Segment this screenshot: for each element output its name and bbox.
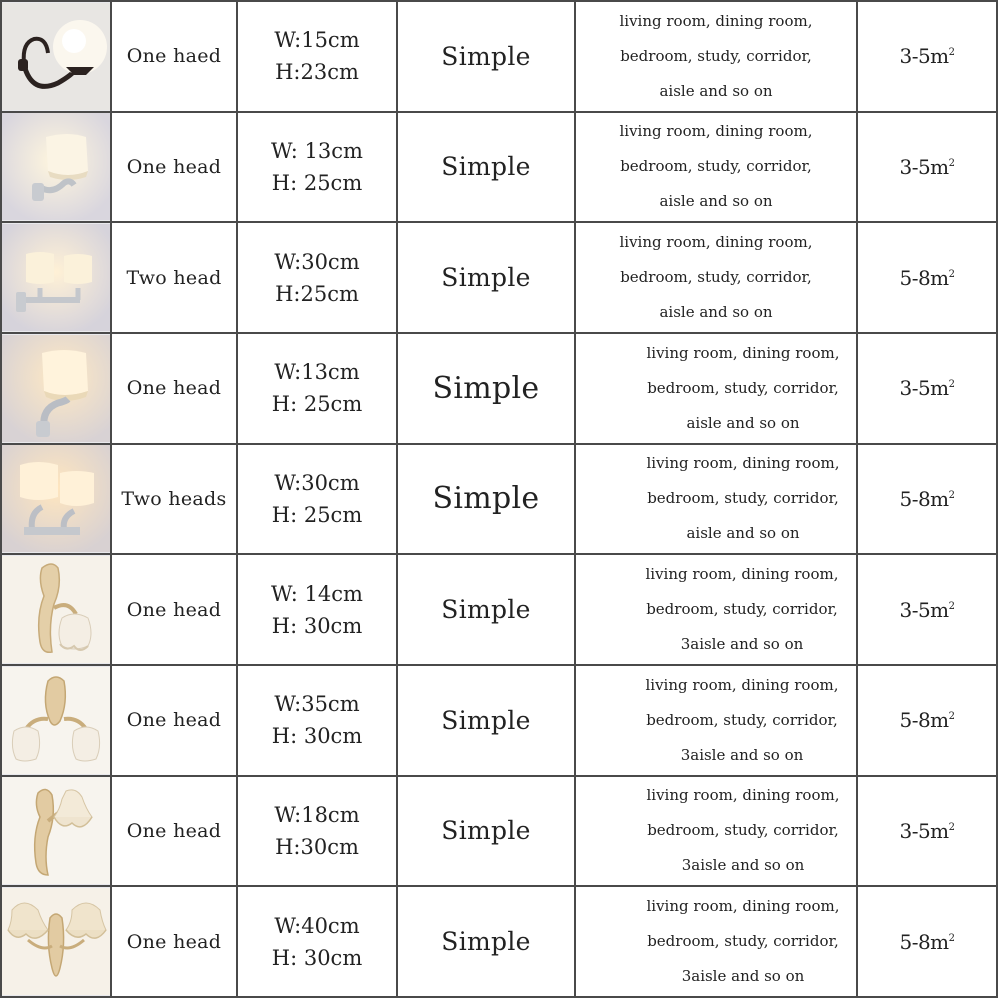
usage-line: bedroom, study, corridor,: [620, 46, 812, 65]
lamp-name: Two heads: [111, 444, 237, 555]
area-value: 3-5m: [899, 44, 949, 69]
usage-line: living room, dining room,: [645, 675, 839, 694]
lamp-area: [857, 222, 997, 333]
lamp-dimensions: [237, 333, 397, 444]
lamp-width: W:18cm: [274, 802, 360, 827]
lamp-style: Simple: [397, 665, 575, 776]
product-thumb: [1, 112, 111, 223]
area-unit: 2: [948, 157, 955, 169]
usage-line: 3aisle and so on: [681, 967, 805, 986]
lamp-dimensions: [237, 444, 397, 555]
lamp-height: H: 30cm: [271, 945, 363, 970]
area-unit: 2: [948, 268, 955, 280]
usage-line: living room, dining room,: [619, 233, 813, 252]
usage-line: bedroom, study, corridor,: [647, 932, 839, 951]
lamp-style: Simple: [397, 444, 575, 555]
one-head-ornate-bell-lamp-icon: [2, 777, 110, 884]
lamp-width: W:13cm: [274, 360, 360, 385]
area-value: 5-8m: [899, 929, 949, 954]
usage-line: living room, dining room,: [646, 343, 840, 362]
area-unit: 2: [948, 379, 955, 391]
lamp-height: H: 25cm: [271, 502, 363, 527]
lamp-style: Simple: [397, 886, 575, 997]
two-head-white-lamp-icon: [2, 224, 110, 331]
lamp-width: W: 13cm: [271, 138, 363, 163]
area-value: 3-5m: [899, 597, 949, 622]
area-value: 3-5m: [899, 154, 949, 179]
lamp-height: H:30cm: [275, 834, 359, 859]
lamp-usage: [575, 554, 857, 665]
table-row: [1, 554, 997, 665]
lamp-dimensions: [237, 222, 397, 333]
usage-line: bedroom, study, corridor,: [647, 378, 839, 397]
one-head-black-globe-lamp-icon: [2, 3, 110, 110]
lamp-name: One head: [111, 665, 237, 776]
table-row: [1, 444, 997, 555]
lamp-dimensions: [237, 665, 397, 776]
lamp-dimensions: [237, 1, 397, 112]
table-row: [1, 333, 997, 444]
product-thumb: [1, 886, 111, 997]
lamp-dimensions: [237, 886, 397, 997]
lamp-width: W:15cm: [274, 28, 360, 53]
lamp-name: One head: [111, 554, 237, 665]
lamp-area: [857, 554, 997, 665]
usage-line: living room, dining room,: [646, 897, 840, 916]
lamp-usage: [575, 776, 857, 887]
usage-line: living room, dining room,: [645, 565, 839, 584]
area-unit: 2: [948, 489, 955, 501]
usage-line: bedroom, study, corridor,: [620, 157, 812, 176]
lamp-area: [857, 444, 997, 555]
lamp-height: H: 25cm: [271, 392, 363, 417]
lamp-style: Simple: [397, 1, 575, 112]
lamp-area: [857, 112, 997, 223]
usage-line: 3aisle and so on: [681, 856, 805, 875]
two-head-ornate-tulip-lamp-icon: [2, 667, 110, 774]
two-heads-curved-lamp-icon: [2, 445, 110, 552]
lamp-width: W: 14cm: [271, 581, 363, 606]
usage-line: aisle and so on: [659, 192, 773, 211]
area-unit: 2: [948, 932, 955, 944]
usage-line: living room, dining room,: [646, 454, 840, 473]
usage-line: bedroom, study, corridor,: [646, 600, 838, 619]
lamp-name: One head: [111, 776, 237, 887]
lamp-usage: [575, 222, 857, 333]
product-thumb: [1, 1, 111, 112]
lamp-dimensions: [237, 554, 397, 665]
area-value: 5-8m: [899, 486, 949, 511]
area-value: 5-8m: [899, 265, 949, 290]
lamp-area: [857, 665, 997, 776]
area-unit: 2: [948, 47, 955, 59]
product-thumb: [1, 776, 111, 887]
lamp-usage: [575, 333, 857, 444]
usage-line: aisle and so on: [686, 524, 800, 543]
area-unit: 2: [948, 600, 955, 612]
lamp-name: One head: [111, 333, 237, 444]
lamp-area: [857, 886, 997, 997]
table-row: [1, 886, 997, 997]
usage-line: 3aisle and so on: [680, 635, 804, 654]
lamp-height: H:23cm: [275, 60, 359, 85]
table-row: [1, 1, 997, 112]
lamp-style: Simple: [397, 222, 575, 333]
one-head-curved-lamp-icon: [2, 335, 110, 442]
lamp-width: W:40cm: [274, 913, 360, 938]
product-thumb: [1, 333, 111, 444]
lamp-style: Simple: [397, 554, 575, 665]
area-unit: 2: [948, 711, 955, 723]
usage-line: bedroom, study, corridor,: [646, 710, 838, 729]
product-thumb: [1, 665, 111, 776]
lamp-height: H: 30cm: [271, 613, 363, 638]
lamp-height: H: 25cm: [271, 170, 363, 195]
one-head-white-lamp-icon: [2, 113, 110, 220]
lamp-name: One head: [111, 886, 237, 997]
table-row: [1, 112, 997, 223]
area-value: 3-5m: [899, 376, 949, 401]
lamp-usage: [575, 1, 857, 112]
usage-line: aisle and so on: [686, 413, 800, 432]
usage-line: bedroom, study, corridor,: [620, 268, 812, 287]
lamp-dimensions: [237, 112, 397, 223]
usage-line: 3aisle and so on: [680, 745, 804, 764]
usage-line: living room, dining room,: [619, 11, 813, 30]
area-value: 3-5m: [899, 818, 949, 843]
usage-line: aisle and so on: [659, 81, 773, 100]
lamp-usage: [575, 665, 857, 776]
lamp-area: [857, 776, 997, 887]
area-value: 5-8m: [899, 708, 949, 733]
lamp-area: [857, 1, 997, 112]
product-thumb: [1, 444, 111, 555]
lamp-style: Simple: [397, 333, 575, 444]
product-thumb: [1, 554, 111, 665]
lamp-name: One haed: [111, 1, 237, 112]
product-thumb: [1, 222, 111, 333]
table-row: [1, 776, 997, 887]
usage-line: living room, dining room,: [619, 122, 813, 141]
lamp-dimensions: [237, 776, 397, 887]
usage-line: aisle and so on: [659, 303, 773, 322]
lamp-height: H:25cm: [275, 281, 359, 306]
one-head-ornate-tulip-lamp-icon: [2, 556, 110, 663]
table-row: [1, 665, 997, 776]
usage-line: bedroom, study, corridor,: [647, 489, 839, 508]
lamp-name: One head: [111, 112, 237, 223]
lamp-area: [857, 333, 997, 444]
lamp-name: Two head: [111, 222, 237, 333]
lamp-width: W:30cm: [274, 470, 360, 495]
lamp-width: W:35cm: [274, 692, 360, 717]
lamp-usage: [575, 886, 857, 997]
lamp-style: Simple: [397, 776, 575, 887]
two-head-ornate-bell-lamp-icon: [2, 888, 110, 995]
lamp-width: W:30cm: [274, 249, 360, 274]
usage-line: living room, dining room,: [646, 786, 840, 805]
area-unit: 2: [948, 821, 955, 833]
lamp-height: H: 30cm: [271, 724, 363, 749]
usage-line: bedroom, study, corridor,: [647, 821, 839, 840]
lamp-usage: [575, 444, 857, 555]
lamp-style: Simple: [397, 112, 575, 223]
table-row: [1, 222, 997, 333]
lamp-usage: [575, 112, 857, 223]
